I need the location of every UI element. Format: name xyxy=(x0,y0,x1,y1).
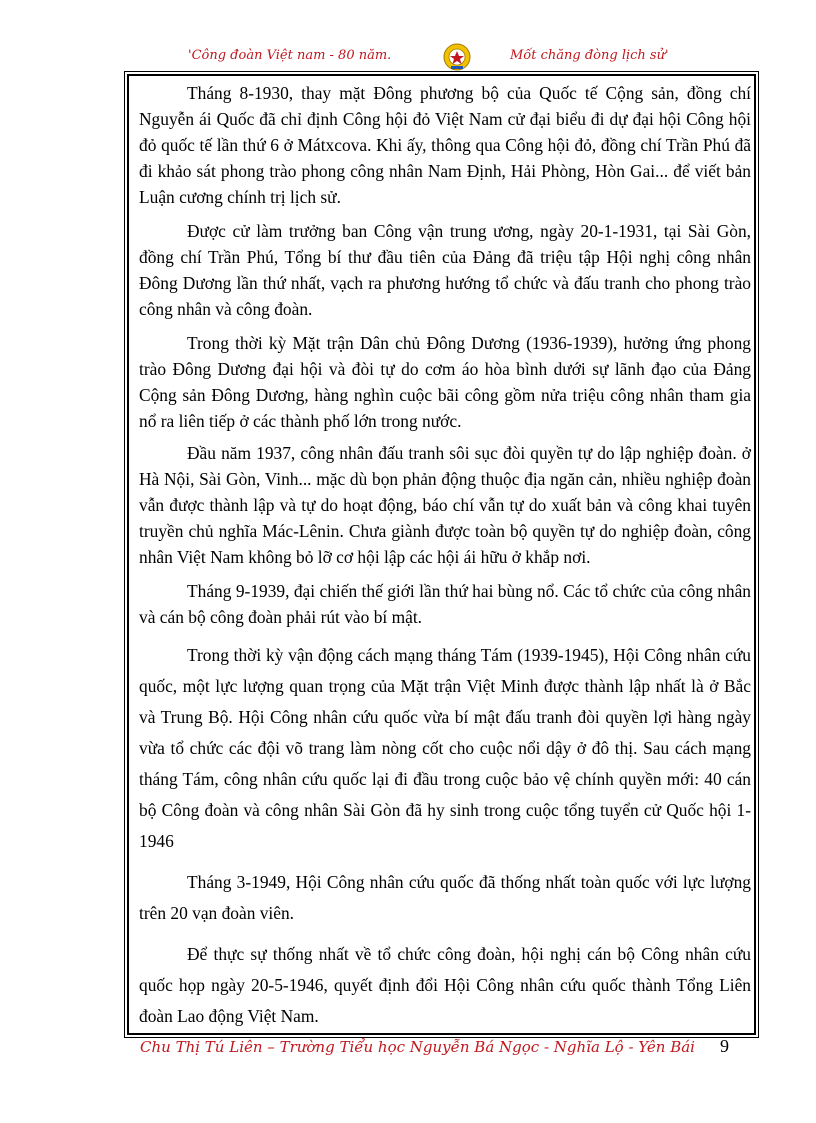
paragraph-3: Trong thời kỳ Mặt trận Dân chủ Đông Dương (1936-1939), hưởng ứng phong trào Đông Dương đại hội và đòi tự do cơm áo hòa bình dưới sự lãnh đạo của Đảng Cộng sản Đông Dương, hàng nghìn cuộc bãi công gồm nửa triệu công nhân tham gia nổ ra liên tiếp ở các thành phố lớn trong nước. xyxy=(139,333,751,431)
paragraph-2: Được cử làm trưởng ban Công vận trung ương, ngày 20-1-1931, tại Sài Gòn, đồng chí Trần Phú, Tổng bí thư đầu tiên của Đảng đã triệu tập Hội nghị công nhân Đông Dương lần thứ nhất, vạch ra phương hướng tổ chức và đấu tranh cho phong trào công nhân và công đoàn. xyxy=(139,221,751,319)
page-number: 9 xyxy=(720,1036,729,1056)
paragraph-7: Tháng 3-1949, Hội Công nhân cứu quốc đã thống nhất toàn quốc với lực lượng trên 20 vạn đoàn viên. xyxy=(139,872,751,923)
paragraph-8: Để thực sự thống nhất về tổ chức công đoàn, hội nghị cán bộ Công nhân cứu quốc họp ngày 20-5-1946, quyết định đổi Hội Công nhân cứu quốc thành Tổng Liên đoàn Lao động Việt Nam. xyxy=(139,944,751,1026)
article-body xyxy=(139,80,751,1032)
paragraph-1: Tháng 8-1930, thay mặt Đông phương bộ của Quốc tế Cộng sản, đồng chí Nguyễn ái Quốc đã chỉ định Công hội đỏ Việt Nam cử đại biểu đi dự đại hội Công hội đỏ quốc tế lần thứ 6 ở Mátxcova. Khi ấy, thông qua Công hội đỏ, đồng chí Trần Phú đã đi khảo sát phong trào phong công nhân Nam Định, Hải Phòng, Hòn Gai... để viết bản Luận cương chính trị lịch sử. xyxy=(139,83,751,207)
paragraph-5: Tháng 9-1939, đại chiến thế giới lần thứ hai bùng nổ. Các tổ chức của công nhân và cán bộ công đoàn phải rút vào bí mật. xyxy=(139,581,751,627)
union-emblem-icon xyxy=(443,42,471,72)
paragraph-4: Đầu năm 1937, công nhân đấu tranh sôi sục đòi quyền tự do lập nghiệp đoàn. ở Hà Nội, Sài Gòn, Vinh... mặc dù bọn phản động thuộc địa ngăn cản, nhiều nghiệp đoàn vẫn được thành lập và tự do hoạt động, báo chí vẫn tự do xuất bản và công khai tuyên truyền chủ nghĩa Mác-Lênin. Chưa giành được toàn bộ quyền tự do nghiệp đoàn, công nhân Việt Nam không bỏ lỡ cơ hội lập các hội ái hữu ở khắp nơi. xyxy=(139,443,751,567)
header-left-title: 'Công đoàn Việt nam - 80 năm. xyxy=(188,48,392,63)
page-footer xyxy=(140,1038,740,1066)
page-header xyxy=(150,42,730,72)
header-right-title: Mốt chăng đòng lịch sử' xyxy=(510,48,669,63)
paragraph-6: Trong thời kỳ vận động cách mạng tháng Tám (1939-1945), Hội Công nhân cứu quốc, một lực lượng quan trọng của Mặt trận Việt Minh được thành lập nhất là ở Bắc và Trung Bộ. Hội Công nhân cứu quốc vừa bí mật đấu tranh đòi quyền lợi hàng ngày vừa tổ chức các đội võ trang làm nòng cốt cho cuộc nổi dậy ở đô thị. Sau cách mạng tháng Tám, công nhân cứu quốc lại đi đầu trong cuộc bảo vệ chính quyền mới: 40 cán bộ Công đoàn và công nhân Sài Gòn đã hy sinh trong cuộc tổng tuyển cử Quốc hội 1-1946 xyxy=(139,645,751,851)
footer-author: Chu Thị Tú Liên – Trường Tiểu học Nguyễn Bá Ngọc - Nghĩa Lộ - Yên Bái xyxy=(140,1038,695,1056)
